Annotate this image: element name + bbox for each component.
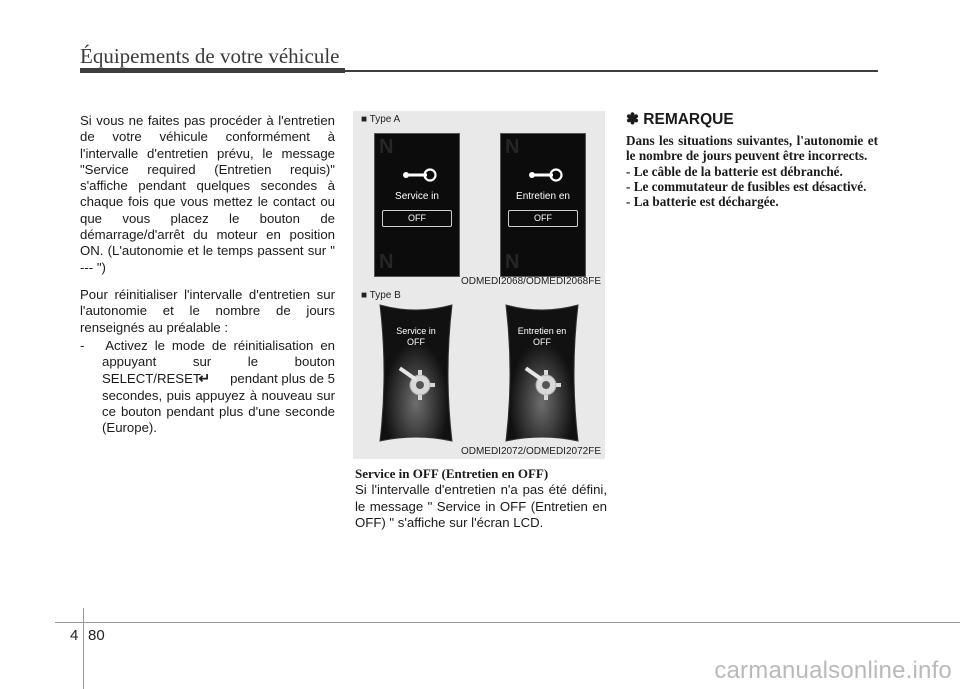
lcd-value: OFF <box>533 337 551 347</box>
wrench-icon <box>529 168 563 182</box>
lcd-ghost-text: N <box>505 251 520 273</box>
intro-paragraph: Si vous ne faites pas procéder à l'entretien de votre véhicule conformément à l'intervalle d'entretien prévu, le message "Service required (Entretien requis)" s'affiche pendant quelques secondes à chaque fois que vous mettez le contact ou que vous placez le bouton de démarrage/d'arrêt du moteur en position ON. (L'autonomie et le temps passent sur " --- ") <box>80 113 335 275</box>
header-rule-thin <box>345 70 878 72</box>
lcd-screen-service-in <box>374 301 458 445</box>
lcd-title: Entretien en <box>516 191 570 202</box>
figure-type-label: ■ Type A <box>361 114 401 125</box>
lcd-screen-entretien-en <box>500 133 586 277</box>
left-column <box>80 113 335 448</box>
remark-item: - Le commutateur de fusibles est désactivé. <box>626 178 867 194</box>
caption-title: Service in OFF (Entretien en OFF) <box>355 466 549 481</box>
remark-intro: Dans les situations suivantes, l'autonomie et le nombre de jours peuvent être incorrects. <box>626 133 878 164</box>
page-header-title: Équipements de votre véhicule <box>80 44 340 68</box>
caption-body: Si l'intervalle d'entretien n'a pas été défini, le message " Service in OFF (Entretien en OFF) " s'affiche sur l'écran LCD. <box>355 482 607 530</box>
remark-title: ✽ REMARQUE <box>626 111 734 128</box>
lcd-screen-entretien-en <box>500 301 584 445</box>
chapter-number: 4 <box>70 627 79 644</box>
lcd-title: Service in <box>395 191 439 202</box>
figure-type-b <box>353 287 605 459</box>
remark-section <box>626 110 878 209</box>
lcd-ghost-text: N <box>379 251 394 273</box>
remark-item: - La batterie est déchargée. <box>626 194 779 210</box>
lcd-title: Entretien en <box>517 326 567 336</box>
figure-caption <box>355 466 607 531</box>
wrench-gear-icon <box>396 365 436 403</box>
lcd-value: OFF <box>407 337 425 347</box>
figure-code: ODMEDI2068/ODMEDI2068FE <box>460 276 601 287</box>
figure-type-a <box>353 111 605 289</box>
figure-code: ODMEDI2072/ODMEDI2072FE <box>460 446 601 457</box>
page-number: 80 <box>88 627 105 644</box>
lcd-value-box: OFF <box>508 210 578 227</box>
reset-instruction-text: Activez le mode de réinitialisation en appuyant sur le bouton SELECT/RESET <box>102 337 336 387</box>
figure-type-label: ■ Type B <box>361 290 401 301</box>
watermark: carmanualsonline.info <box>714 657 952 684</box>
lcd-ghost-text: N <box>505 136 520 158</box>
reset-paragraph: Pour réinitialiser l'intervalle d'entretien sur l'autonomie et le nombre de jours renseignés au préalable : <box>80 286 335 335</box>
lcd-ghost-text: N <box>379 136 394 158</box>
lcd-title-block <box>374 326 458 348</box>
list-dash: - <box>80 337 85 353</box>
footer-rule-vertical <box>83 608 84 689</box>
enter-return-icon: ↵ <box>198 370 211 387</box>
reset-instruction-text-cont: pendant plus de 5 secondes, puis appuyez à nouveau sur ce bouton pendant plus d'une seconde (Europe). <box>102 371 335 436</box>
lcd-title-block <box>500 326 584 348</box>
remark-item: - Le câble de la batterie est débranché. <box>626 163 843 179</box>
footer-rule-horizontal <box>55 622 960 623</box>
wrench-icon <box>403 168 437 182</box>
lcd-screen-service-in <box>374 133 460 277</box>
wrench-gear-icon <box>522 365 562 403</box>
reset-instruction-item <box>80 338 335 437</box>
lcd-value-box: OFF <box>382 210 452 227</box>
lcd-title: Service in <box>396 326 436 336</box>
header-rule-thick <box>80 68 345 73</box>
